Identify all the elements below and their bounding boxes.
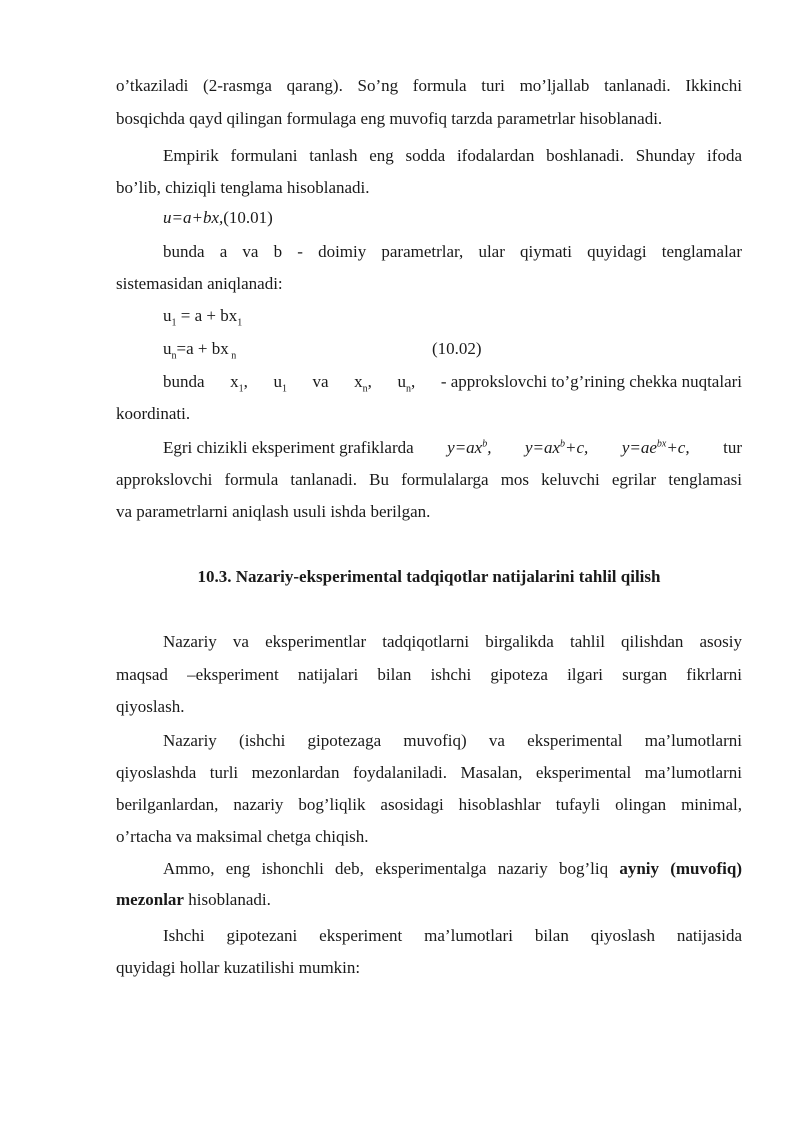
bold-term: ayniy (muvofiq) (619, 859, 742, 878)
paragraph-line: mezonlar hisoblanadi. (116, 890, 271, 909)
system-equation-n: $u_n=a$ + bx $_n$ (163, 339, 237, 362)
system-equation-1: $u_1 = a + bx_1$ (163, 306, 243, 329)
section-heading: 10.3. Nazariy-eksperimental tadqiqotlar natijalarini tahlil qilish (197, 567, 661, 586)
paragraph-line: Empirik formulani tanlash eng sodda ifodalardan boshlanadi. Shunday ifoda (163, 146, 742, 165)
paragraph-line: koordinati. (116, 404, 191, 423)
paragraph-line: qiyoslash. (116, 697, 185, 716)
paragraph-line: sistemasidan aniqlanadi: (116, 274, 283, 293)
paragraph-line: va parametrlarni aniqlash usuli ishda berilgan. (116, 502, 431, 521)
bold-term: mezonlar (116, 890, 184, 909)
paragraph-line: maqsad –eksperiment natijalari bilan ishchi gipoteza ilgari surgan fikrlarni (116, 665, 742, 684)
paragraph-line: berilganlardan, nazariy bog’liqlik asosidagi hisoblashlar tufayli olingan minimal, (116, 795, 742, 814)
paragraph-line: qiyoslashda turli mezonlardan foydalaniladi. Masalan, eksperimental ma’lumotlarni (116, 763, 742, 782)
paragraph-line: Nazariy (ishchi gipotezaga muvofiq) va eksperimental ma’lumotlarni (163, 731, 742, 750)
paragraph-line: o’tkaziladi (2-rasmga qarang). So’ng formula turi mo’ljallab tanlanadi. Ikkinchi (116, 76, 742, 95)
paragraph-line: Nazariy va eksperimentlar tadqiqotlarni birgalikda tahlil qilishdan asosiy (163, 632, 742, 651)
paragraph-line: quyidagi hollar kuzatilishi mumkin: (116, 958, 361, 977)
paragraph-line: bosqichda qayd qilingan formulaga eng muvofiq tarzda parametrlar hisoblanadi. (116, 109, 663, 128)
paragraph-line: o’rtacha va maksimal chetga chiqish. (116, 827, 369, 846)
equation-number: (10.01) (223, 208, 273, 227)
paragraph-line: bo’lib, chiziqli tenglama hisoblanadi. (116, 178, 370, 197)
paragraph-line: bunda a va b - doimiy parametrlar, ular qiymati quyidagi tenglamalar (163, 242, 742, 261)
equation-number: (10.02) (432, 339, 482, 358)
paragraph-line: Egri chizikli eksperiment grafiklarda $y=ax^b$, $y=ax^b+c$, $y=ae^{bx}+c$, tur (163, 438, 742, 457)
paragraph-line: bunda $x_1$, $u_1$ va $x_n$, $u_n$, - approkslovchi to’g’rining chekka nuqtalari (163, 372, 742, 395)
paragraph-line: approkslovchi formula tanlanadi. Bu formulalarga mos keluvchi egrilar tenglamasi (116, 470, 742, 489)
paragraph-line: Ammo, eng ishonchli deb, eksperimentalga nazariy bog’liq ayniy (muvofiq) (163, 859, 742, 878)
paragraph-line: Ishchi gipotezani eksperiment ma’lumotlari bilan qiyoslash natijasida (163, 926, 742, 945)
equation-formula: u=a+bx, (163, 208, 224, 227)
equation-10-01 (163, 207, 742, 229)
